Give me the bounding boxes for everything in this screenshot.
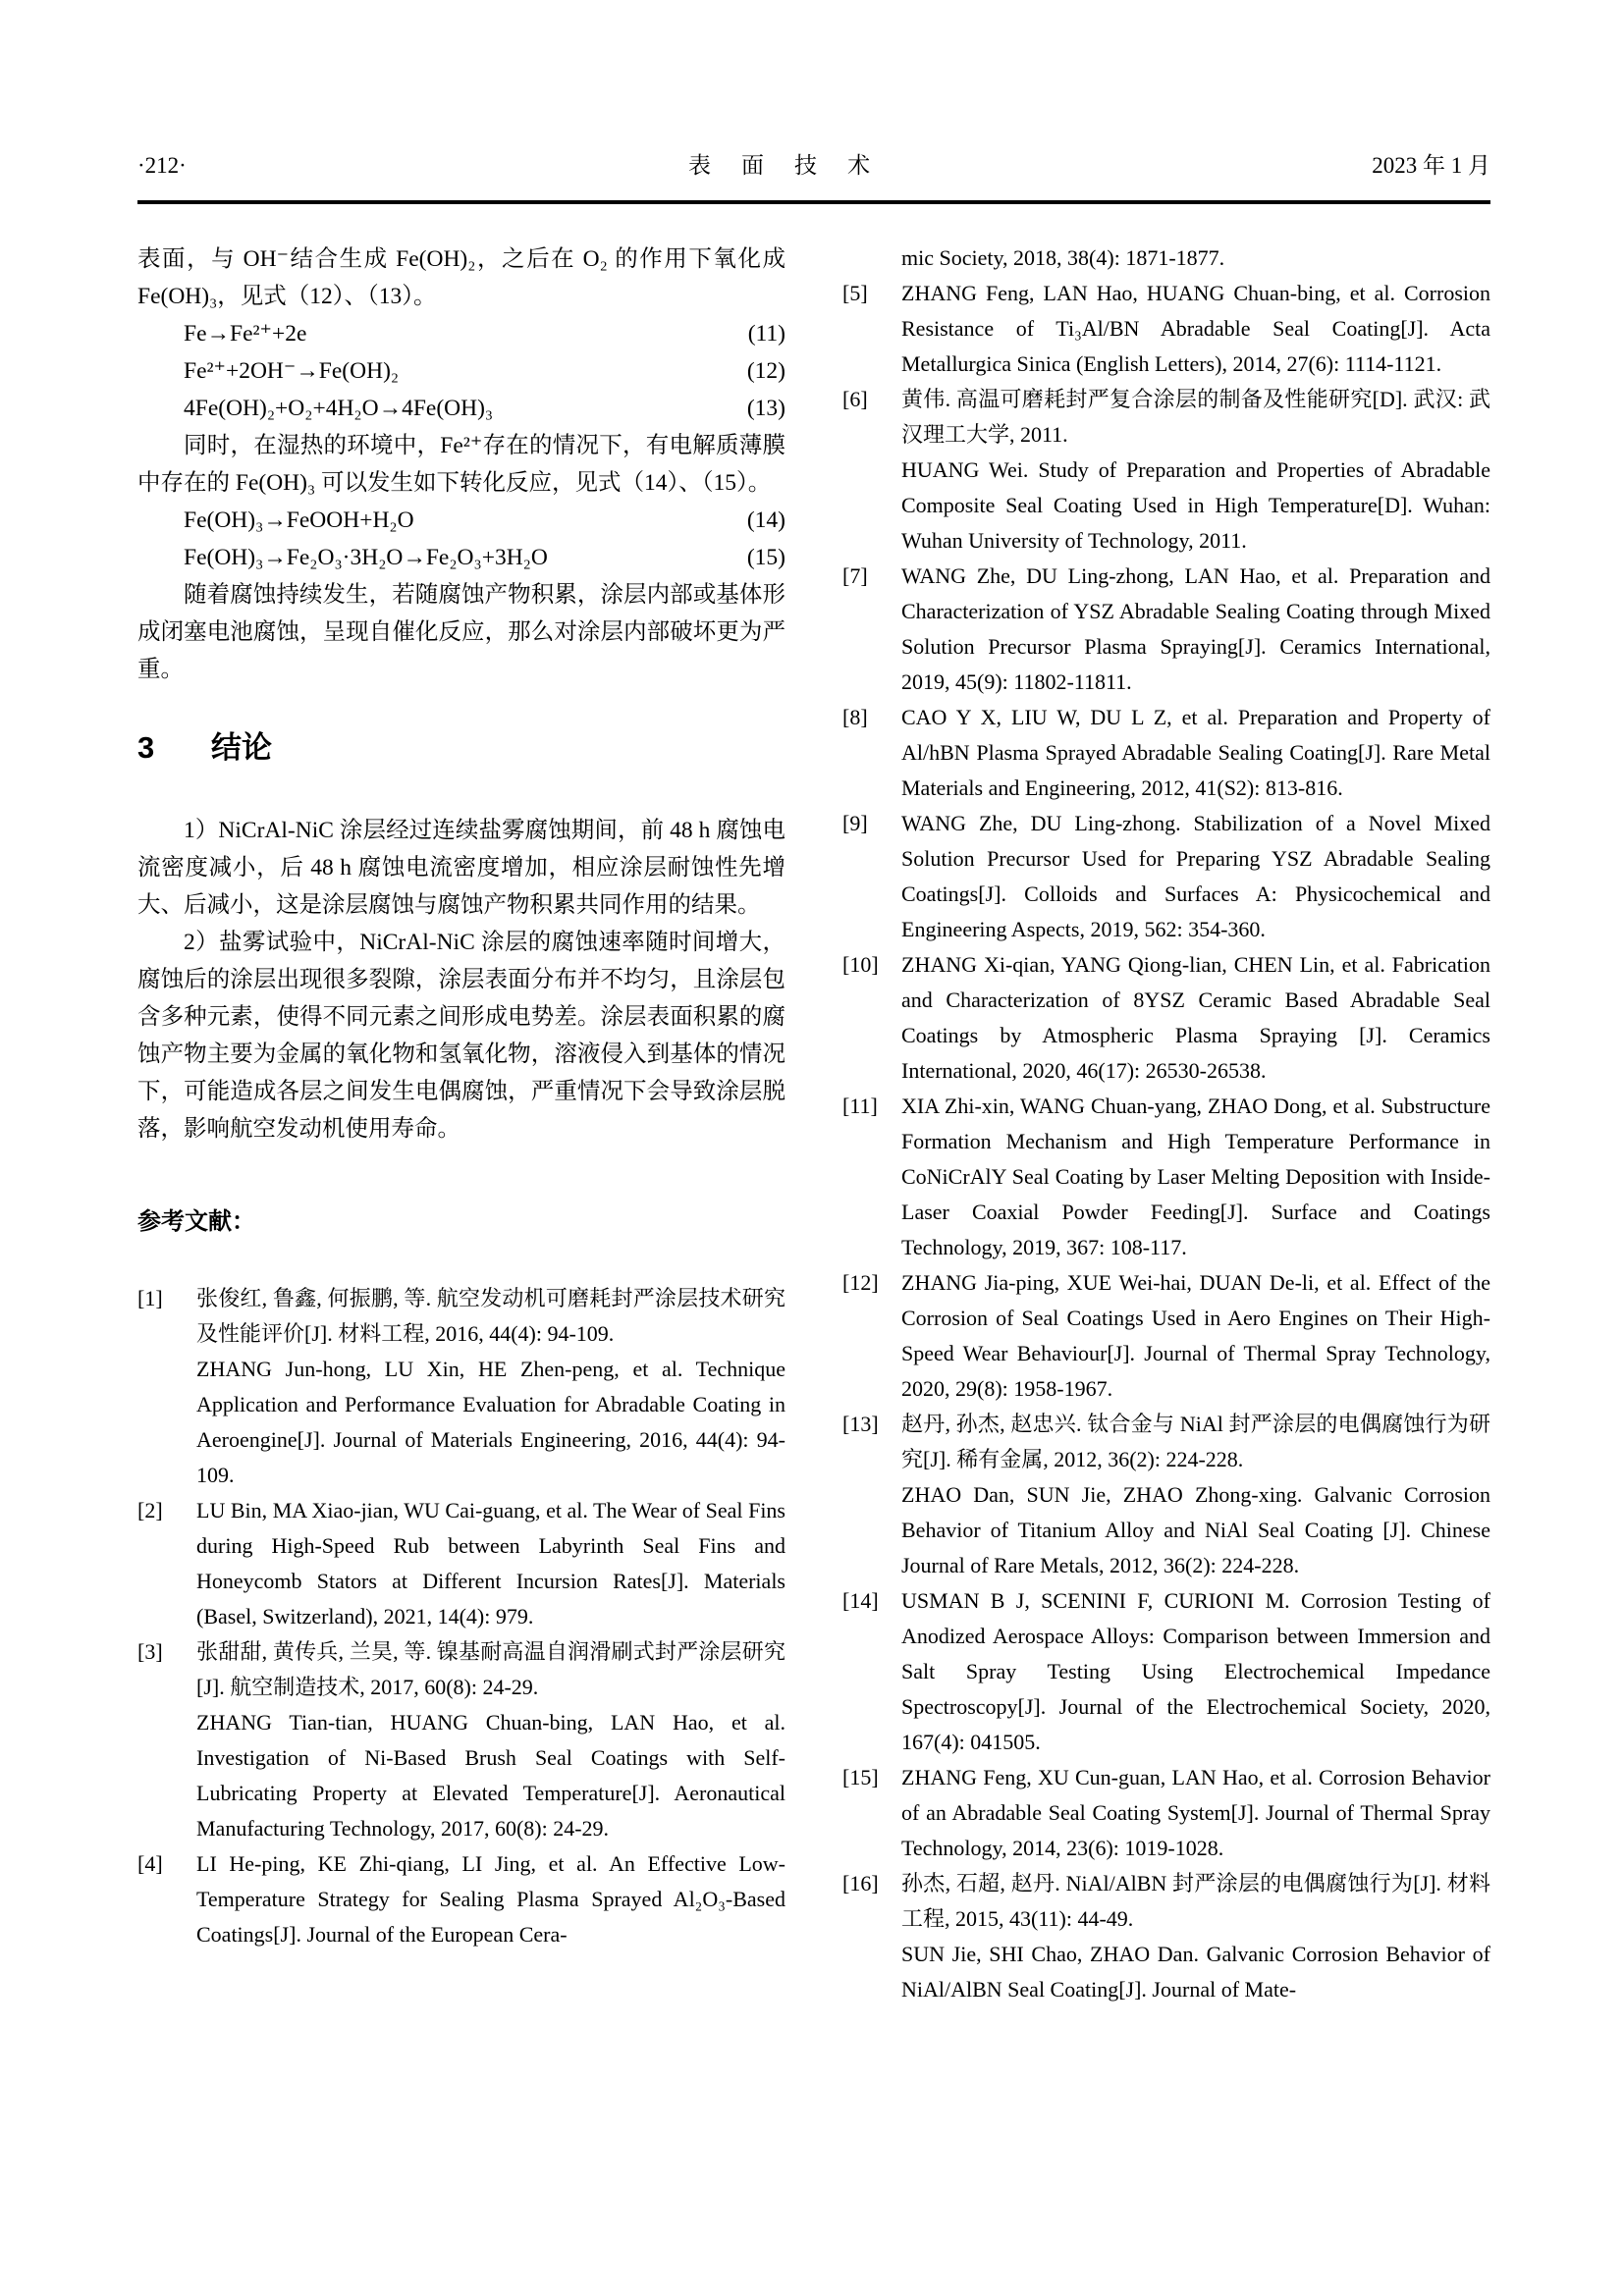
reference-item-16 bbox=[842, 1866, 1490, 2007]
reference-body bbox=[901, 559, 1490, 700]
section-heading-conclusion bbox=[137, 727, 785, 769]
paragraph-suizhe: 随着腐蚀持续发生，若随腐蚀产物积累，涂层内部或基体形成闭塞电池腐蚀，呈现自催化反应，那么对涂层内部破坏更为严重。 bbox=[137, 582, 785, 682]
reference-text-en: SUN Jie, SHI Chao, ZHAO Dan. Galvanic Corrosion Behavior of NiAl/AlBN Seal Coating[J]. Journal of Mate- bbox=[901, 1942, 1490, 2002]
journal-title: 表 面 技 术 bbox=[687, 153, 883, 178]
page-body bbox=[137, 240, 1490, 2007]
reference-body bbox=[196, 1281, 785, 1493]
reference-body bbox=[901, 700, 1490, 806]
equation-formula: Fe(OH)₃→Fe₂O₃·3H₂O→Fe₂O₃+3H₂O bbox=[184, 545, 548, 570]
reference-number: [5] bbox=[842, 281, 868, 305]
reference-number: [14] bbox=[842, 1588, 879, 1613]
section-number: 3 bbox=[137, 730, 155, 765]
reference-item-11 bbox=[842, 1089, 1490, 1265]
reference-item-10 bbox=[842, 947, 1490, 1089]
reference-text-en: HUANG Wei. Study of Preparation and Properties of Abradable Composite Seal Coating Used in High Temperature[D]. Wuhan: Wuhan University of Technology, 2011. bbox=[901, 457, 1490, 553]
reference-4-continuation: mic Society, 2018, 38(4): 1871-1877. bbox=[901, 245, 1225, 270]
reference-text-zh: 赵丹, 孙杰, 赵忠兴. 钛合金与 NiAl 封严涂层的电偶腐蚀行为研究[J]. 稀有金属, 2012, 36(2): 224-228. bbox=[901, 1412, 1490, 1471]
paragraph-surface: 表面，与 OH⁻结合生成 Fe(OH)₂，之后在 O₂ 的作用下氧化成 Fe(OH)₃，见式（12）、（13）。 bbox=[137, 246, 785, 309]
reference-body bbox=[901, 947, 1490, 1089]
equation-number: (11) bbox=[747, 321, 785, 347]
reference-text-zh: 黄伟. 高温可磨耗封严复合涂层的制备及性能研究[D]. 武汉: 武汉理工大学, 2011. bbox=[901, 387, 1490, 447]
equation-formula: Fe²⁺+2OH⁻→Fe(OH)₂ bbox=[184, 358, 400, 384]
section-title: 结论 bbox=[211, 730, 272, 765]
header-rule bbox=[137, 200, 1490, 204]
equation-formula: 4Fe(OH)₂+O₂+4H₂O→4Fe(OH)₃ bbox=[184, 396, 494, 421]
reference-item-6 bbox=[842, 382, 1490, 559]
reference-number: [11] bbox=[842, 1094, 878, 1118]
right-column bbox=[842, 240, 1490, 2007]
reference-body bbox=[901, 276, 1490, 382]
reference-text-zh: 孙杰, 石超, 赵丹. NiAl/AlBN 封严涂层的电偶腐蚀行为[J]. 材料工程, 2015, 43(11): 44-49. bbox=[901, 1871, 1490, 1931]
reference-text-en: WANG Zhe, DU Ling-zhong. Stabilization of a Novel Mixed Solution Precursor Used for Preparing YSZ Abradable Sealing Coatings[J]. Colloids and Surfaces A: Physicochemical and Engineering Aspects, 2019, 562: 354-360. bbox=[901, 811, 1490, 941]
reference-number: [10] bbox=[842, 952, 879, 977]
reference-text-en: ZHANG Tian-tian, HUANG Chuan-bing, LAN Hao, et al. Investigation of Ni-Based Brush Seal Coatings with Self-Lubricating Property at Elevated Temperature[J]. Aeronautical Manufacturing Technology, 2017, 60(8): 24-29. bbox=[196, 1710, 785, 1841]
issue-date: 2023 年 1 月 bbox=[1372, 153, 1490, 178]
reference-body bbox=[901, 1583, 1490, 1760]
reference-number: [1] bbox=[137, 1286, 163, 1310]
reference-item-15 bbox=[842, 1760, 1490, 1866]
reference-number: [15] bbox=[842, 1765, 879, 1789]
reference-item-1 bbox=[137, 1281, 785, 1493]
reference-text-zh: 张甜甜, 黄传兵, 兰昊, 等. 镍基耐高温自润滑刷式封严涂层研究[J]. 航空制造技术, 2017, 60(8): 24-29. bbox=[196, 1639, 785, 1699]
reference-number: [12] bbox=[842, 1270, 879, 1295]
reference-body bbox=[901, 1760, 1490, 1866]
reference-text-en: USMAN B J, SCENINI F, CURIONI M. Corrosion Testing of Anodized Aerospace Alloys: Comparison between Immersion and Salt Spray Testing Using Electrochemical Impedance Spectroscopy[J]. Journal of the Electrochemical Society, 2020, 167(4): 041505. bbox=[901, 1588, 1490, 1754]
reference-item-3 bbox=[137, 1634, 785, 1846]
reference-text-en: ZHANG Jia-ping, XUE Wei-hai, DUAN De-li, et al. Effect of the Corrosion of Seal Coatings Used in Aero Engines on Their High-Speed Wear Behaviour[J]. Journal of Thermal Spray Technology, 2020, 29(8): 1958-1967. bbox=[901, 1270, 1490, 1401]
equation-number: (13) bbox=[746, 396, 785, 421]
reference-item-8 bbox=[842, 700, 1490, 806]
reference-item-4 bbox=[137, 1846, 785, 1952]
equation-row-15 bbox=[137, 539, 785, 576]
reference-item-7 bbox=[842, 559, 1490, 700]
reference-number: [8] bbox=[842, 705, 868, 729]
reference-text-en: ZHANG Jun-hong, LU Xin, HE Zhen-peng, et al. Technique Application and Performance Evaluation for Abradable Coating in Aeroengine[J]. Journal of Materials Engineering, 2016, 44(4): 94-109. bbox=[196, 1357, 785, 1487]
conclusion-paragraph-1: 1）NiCrAl-NiC 涂层经过连续盐雾腐蚀期间，前 48 h 腐蚀电流密度减小，后 48 h 腐蚀电流密度增加，相应涂层耐蚀性先增大、后减小，这是涂层腐蚀与腐蚀产物积累共同作用的结果。 bbox=[137, 818, 785, 918]
reference-item-12 bbox=[842, 1265, 1490, 1407]
reference-text-en: WANG Zhe, DU Ling-zhong, LAN Hao, et al. Preparation and Characterization of YSZ Abradable Sealing Coating through Mixed Solution Precursor Plasma Spraying[J]. Ceramics International, 2019, 45(9): 11802-11811. bbox=[901, 563, 1490, 694]
reference-item-2 bbox=[137, 1493, 785, 1634]
reference-number: [7] bbox=[842, 563, 868, 588]
reference-item-13 bbox=[842, 1407, 1490, 1583]
reference-number: [3] bbox=[137, 1639, 163, 1664]
reference-text-en: ZHANG Xi-qian, YANG Qiong-lian, CHEN Lin, et al. Fabrication and Characterization of 8YSZ Ceramic Based Abradable Seal Coatings by Atmospheric Plasma Spraying [J]. Ceramics International, 2020, 46(17): 26530-26538. bbox=[901, 952, 1490, 1083]
reference-text-en: ZHANG Feng, XU Cun-guan, LAN Hao, et al. Corrosion Behavior of an Abradable Seal Coating System[J]. Journal of Thermal Spray Technology, 2014, 23(6): 1019-1028. bbox=[901, 1765, 1490, 1860]
reference-body bbox=[901, 806, 1490, 947]
equation-number: (14) bbox=[746, 507, 785, 533]
reference-item-9 bbox=[842, 806, 1490, 947]
equation-row-14 bbox=[137, 502, 785, 539]
reference-number: [2] bbox=[137, 1498, 163, 1522]
reference-text-en: LU Bin, MA Xiao-jian, WU Cai-guang, et al. The Wear of Seal Fins during High-Speed Rub between Labyrinth Seal Fins and Honeycomb Stators at Different Incursion Rates[J]. Materials (Basel, Switzerland), 2021, 14(4): 979. bbox=[196, 1498, 785, 1629]
reference-body bbox=[901, 1265, 1490, 1407]
reference-body bbox=[901, 1407, 1490, 1583]
reference-text-en: XIA Zhi-xin, WANG Chuan-yang, ZHAO Dong, et al. Substructure Formation Mechanism and High Temperature Performance in CoNiCrAlY Seal Coating by Laser Melting Deposition with Inside-Laser Coaxial Powder Feeding[J]. Surface and Coatings Technology, 2019, 367: 108-117. bbox=[901, 1094, 1490, 1259]
reference-body bbox=[901, 1866, 1490, 2007]
reference-text-en: LI He-ping, KE Zhi-qiang, LI Jing, et al. An Effective Low-Temperature Strategy for Sealing Plasma Sprayed Al₂O₃-Based Coatings[J]. Journal of the European Cera- bbox=[196, 1851, 785, 1947]
page-header bbox=[137, 147, 1490, 180]
reference-item-14 bbox=[842, 1583, 1490, 1760]
reference-body bbox=[196, 1846, 785, 1952]
reference-number: [13] bbox=[842, 1412, 879, 1436]
equation-number: (15) bbox=[746, 545, 785, 570]
left-column bbox=[137, 240, 785, 2007]
references-heading: 参考文献： bbox=[137, 1208, 255, 1235]
reference-number: [4] bbox=[137, 1851, 163, 1876]
reference-text-en: CAO Y X, LIU W, DU L Z, et al. Preparation and Property of Al/hBN Plasma Sprayed Abradable Sealing Coating[J]. Rare Metal Materials and Engineering, 2012, 41(S2): 813-816. bbox=[901, 705, 1490, 800]
equation-row-12 bbox=[137, 352, 785, 390]
reference-text-zh: 张俊红, 鲁鑫, 何振鹏, 等. 航空发动机可磨耗封严涂层技术研究及性能评价[J]. 材料工程, 2016, 44(4): 94-109. bbox=[196, 1286, 785, 1346]
equation-row-13 bbox=[137, 390, 785, 427]
conclusion-paragraph-2: 2）盐雾试验中，NiCrAl-NiC 涂层的腐蚀速率随时间增大，腐蚀后的涂层出现很多裂隙，涂层表面分布并不均匀，且涂层包含多种元素，使得不同元素之间形成电势差。涂层表面积累的腐蚀产物主要为金属的氧化物和氢氧化物，溶液侵入到基体的情况下，可能造成各层之间发生电偶腐蚀，严重情况下会导致涂层脱落，影响航空发动机使用寿命。 bbox=[137, 930, 785, 1142]
reference-text-en: ZHAO Dan, SUN Jie, ZHAO Zhong-xing. Galvanic Corrosion Behavior of Titanium Alloy and NiAl Seal Coating [J]. Chinese Journal of Rare Metals, 2012, 36(2): 224-228. bbox=[901, 1482, 1490, 1577]
reference-text-en: ZHANG Feng, LAN Hao, HUANG Chuan-bing, et al. Corrosion Resistance of Ti₃Al/BN Abradable Seal Coating[J]. Acta Metallurgica Sinica (English Letters), 2014, 27(6): 1114-1121. bbox=[901, 281, 1490, 376]
reference-number: [9] bbox=[842, 811, 868, 835]
reference-body bbox=[901, 382, 1490, 559]
page-number: ·212· bbox=[137, 153, 187, 178]
equation-formula: Fe(OH)₃→FeOOH+H₂O bbox=[184, 507, 414, 533]
reference-body bbox=[196, 1634, 785, 1846]
reference-number: [16] bbox=[842, 1871, 879, 1896]
reference-number: [6] bbox=[842, 387, 868, 411]
reference-item-5 bbox=[842, 276, 1490, 382]
paragraph-tongshi: 同时，在湿热的环境中，Fe²⁺存在的情况下，有电解质薄膜中存在的 Fe(OH)₃ 可以发生如下转化反应，见式（14）、（15）。 bbox=[137, 433, 785, 496]
equation-row-11 bbox=[137, 315, 785, 352]
equation-number: (12) bbox=[746, 358, 785, 384]
reference-body bbox=[196, 1493, 785, 1634]
reference-body bbox=[901, 1089, 1490, 1265]
equation-formula: Fe→Fe²⁺+2e bbox=[184, 321, 307, 347]
